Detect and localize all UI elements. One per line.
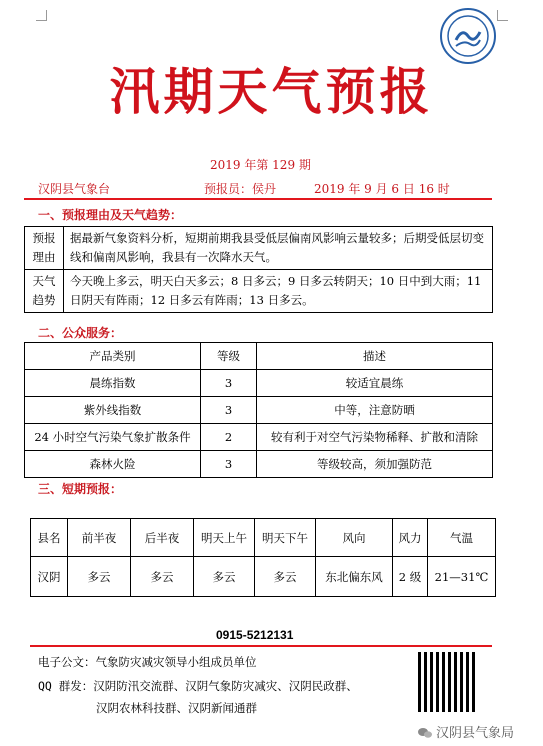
phone-number: 0915-5212131	[216, 628, 294, 642]
table-cell: 森林火险	[25, 451, 201, 478]
table-cell: 等级较高，须加强防范	[257, 451, 493, 478]
office-name: 汉阴县气象台	[38, 182, 111, 196]
table-header-row	[25, 343, 493, 370]
row-text: 据最新气象资料分析，短期前期我县受低层偏南风影响云量较多；后期受低层切变线和偏南风影响，我县有一次降水天气。	[64, 227, 493, 270]
footer-divider	[30, 645, 492, 647]
table-cell: 多云	[194, 557, 255, 597]
column-header: 风力	[393, 519, 428, 557]
table-cell: 3	[201, 451, 257, 478]
table-cell: 24 小时空气污染气象扩散条件	[25, 424, 201, 451]
table-row	[25, 270, 493, 313]
table-row	[25, 227, 493, 270]
section2-heading: 二、公众服务：	[38, 326, 123, 340]
column-header: 气温	[428, 519, 496, 557]
table-cell: 3	[201, 370, 257, 397]
row-text: 今天晚上多云，明天白天多云；8 日多云；9 日多云转阴天；10 日中到大雨；11 日阴天有阵雨；12 日多云有阵雨；13 日多云。	[64, 270, 493, 313]
forecast-reason-table	[24, 226, 493, 313]
issue-datetime: 2019 年 9 月 6 日 16 时	[314, 182, 450, 196]
column-header: 等级	[201, 343, 257, 370]
table-cell: 中等，注意防晒	[257, 397, 493, 424]
column-header: 明天上午	[194, 519, 255, 557]
column-header: 风向	[316, 519, 393, 557]
table-header-row	[31, 519, 496, 557]
column-header: 产品类别	[25, 343, 201, 370]
table-cell: 多云	[255, 557, 316, 597]
table-cell: 3	[201, 397, 257, 424]
wechat-icon	[418, 724, 432, 736]
row-label: 天气趋势	[25, 270, 64, 313]
table-row	[25, 397, 493, 424]
page-title: 汛期天气预报	[109, 62, 434, 121]
table-cell: 21—31℃	[428, 557, 496, 597]
footer-line-3: 汉阴农林科技群、汉阴新闻通群	[96, 701, 257, 715]
section3-heading: 三、短期预报：	[38, 482, 123, 496]
row-label: 预报理由	[25, 227, 64, 270]
table-cell: 多云	[68, 557, 131, 597]
table-cell: 晨练指数	[25, 370, 201, 397]
column-header: 描述	[257, 343, 493, 370]
table-cell: 紫外线指数	[25, 397, 201, 424]
short-term-forecast-table	[30, 518, 496, 597]
footer-line-2: QQ 群发：汉阴防汛交流群、汉阴气象防灾减灾、汉阴民政群、	[38, 679, 358, 693]
issue-number: 2019 年第 129 期	[210, 158, 311, 172]
table-row	[25, 370, 493, 397]
column-header: 后半夜	[131, 519, 194, 557]
table-cell: 较有利于对空气污染物稀释、扩散和清除	[257, 424, 493, 451]
column-header: 明天下午	[255, 519, 316, 557]
header-divider	[24, 198, 492, 200]
table-cell: 东北偏东风	[316, 557, 393, 597]
qr-code-icon	[418, 652, 478, 712]
table-row	[31, 557, 496, 597]
crop-mark-top-right	[497, 10, 508, 21]
column-header: 前半夜	[68, 519, 131, 557]
table-cell: 2 级	[393, 557, 428, 597]
table-cell: 多云	[131, 557, 194, 597]
footer-line-1: 电子公文：气象防灾减灾领导小组成员单位	[38, 655, 257, 669]
crop-mark-top-left	[36, 10, 47, 21]
table-row	[25, 424, 493, 451]
table-row	[25, 451, 493, 478]
column-header: 县名	[31, 519, 68, 557]
public-service-table	[24, 342, 493, 478]
forecaster-name: 预报员：侯丹	[204, 182, 277, 196]
table-cell: 汉阴	[31, 557, 68, 597]
table-cell: 2	[201, 424, 257, 451]
section1-heading: 一、预报理由及天气趋势：	[38, 208, 183, 222]
table-cell: 较适宜晨练	[257, 370, 493, 397]
watermark-text: 汉阴县气象局	[436, 725, 515, 740]
